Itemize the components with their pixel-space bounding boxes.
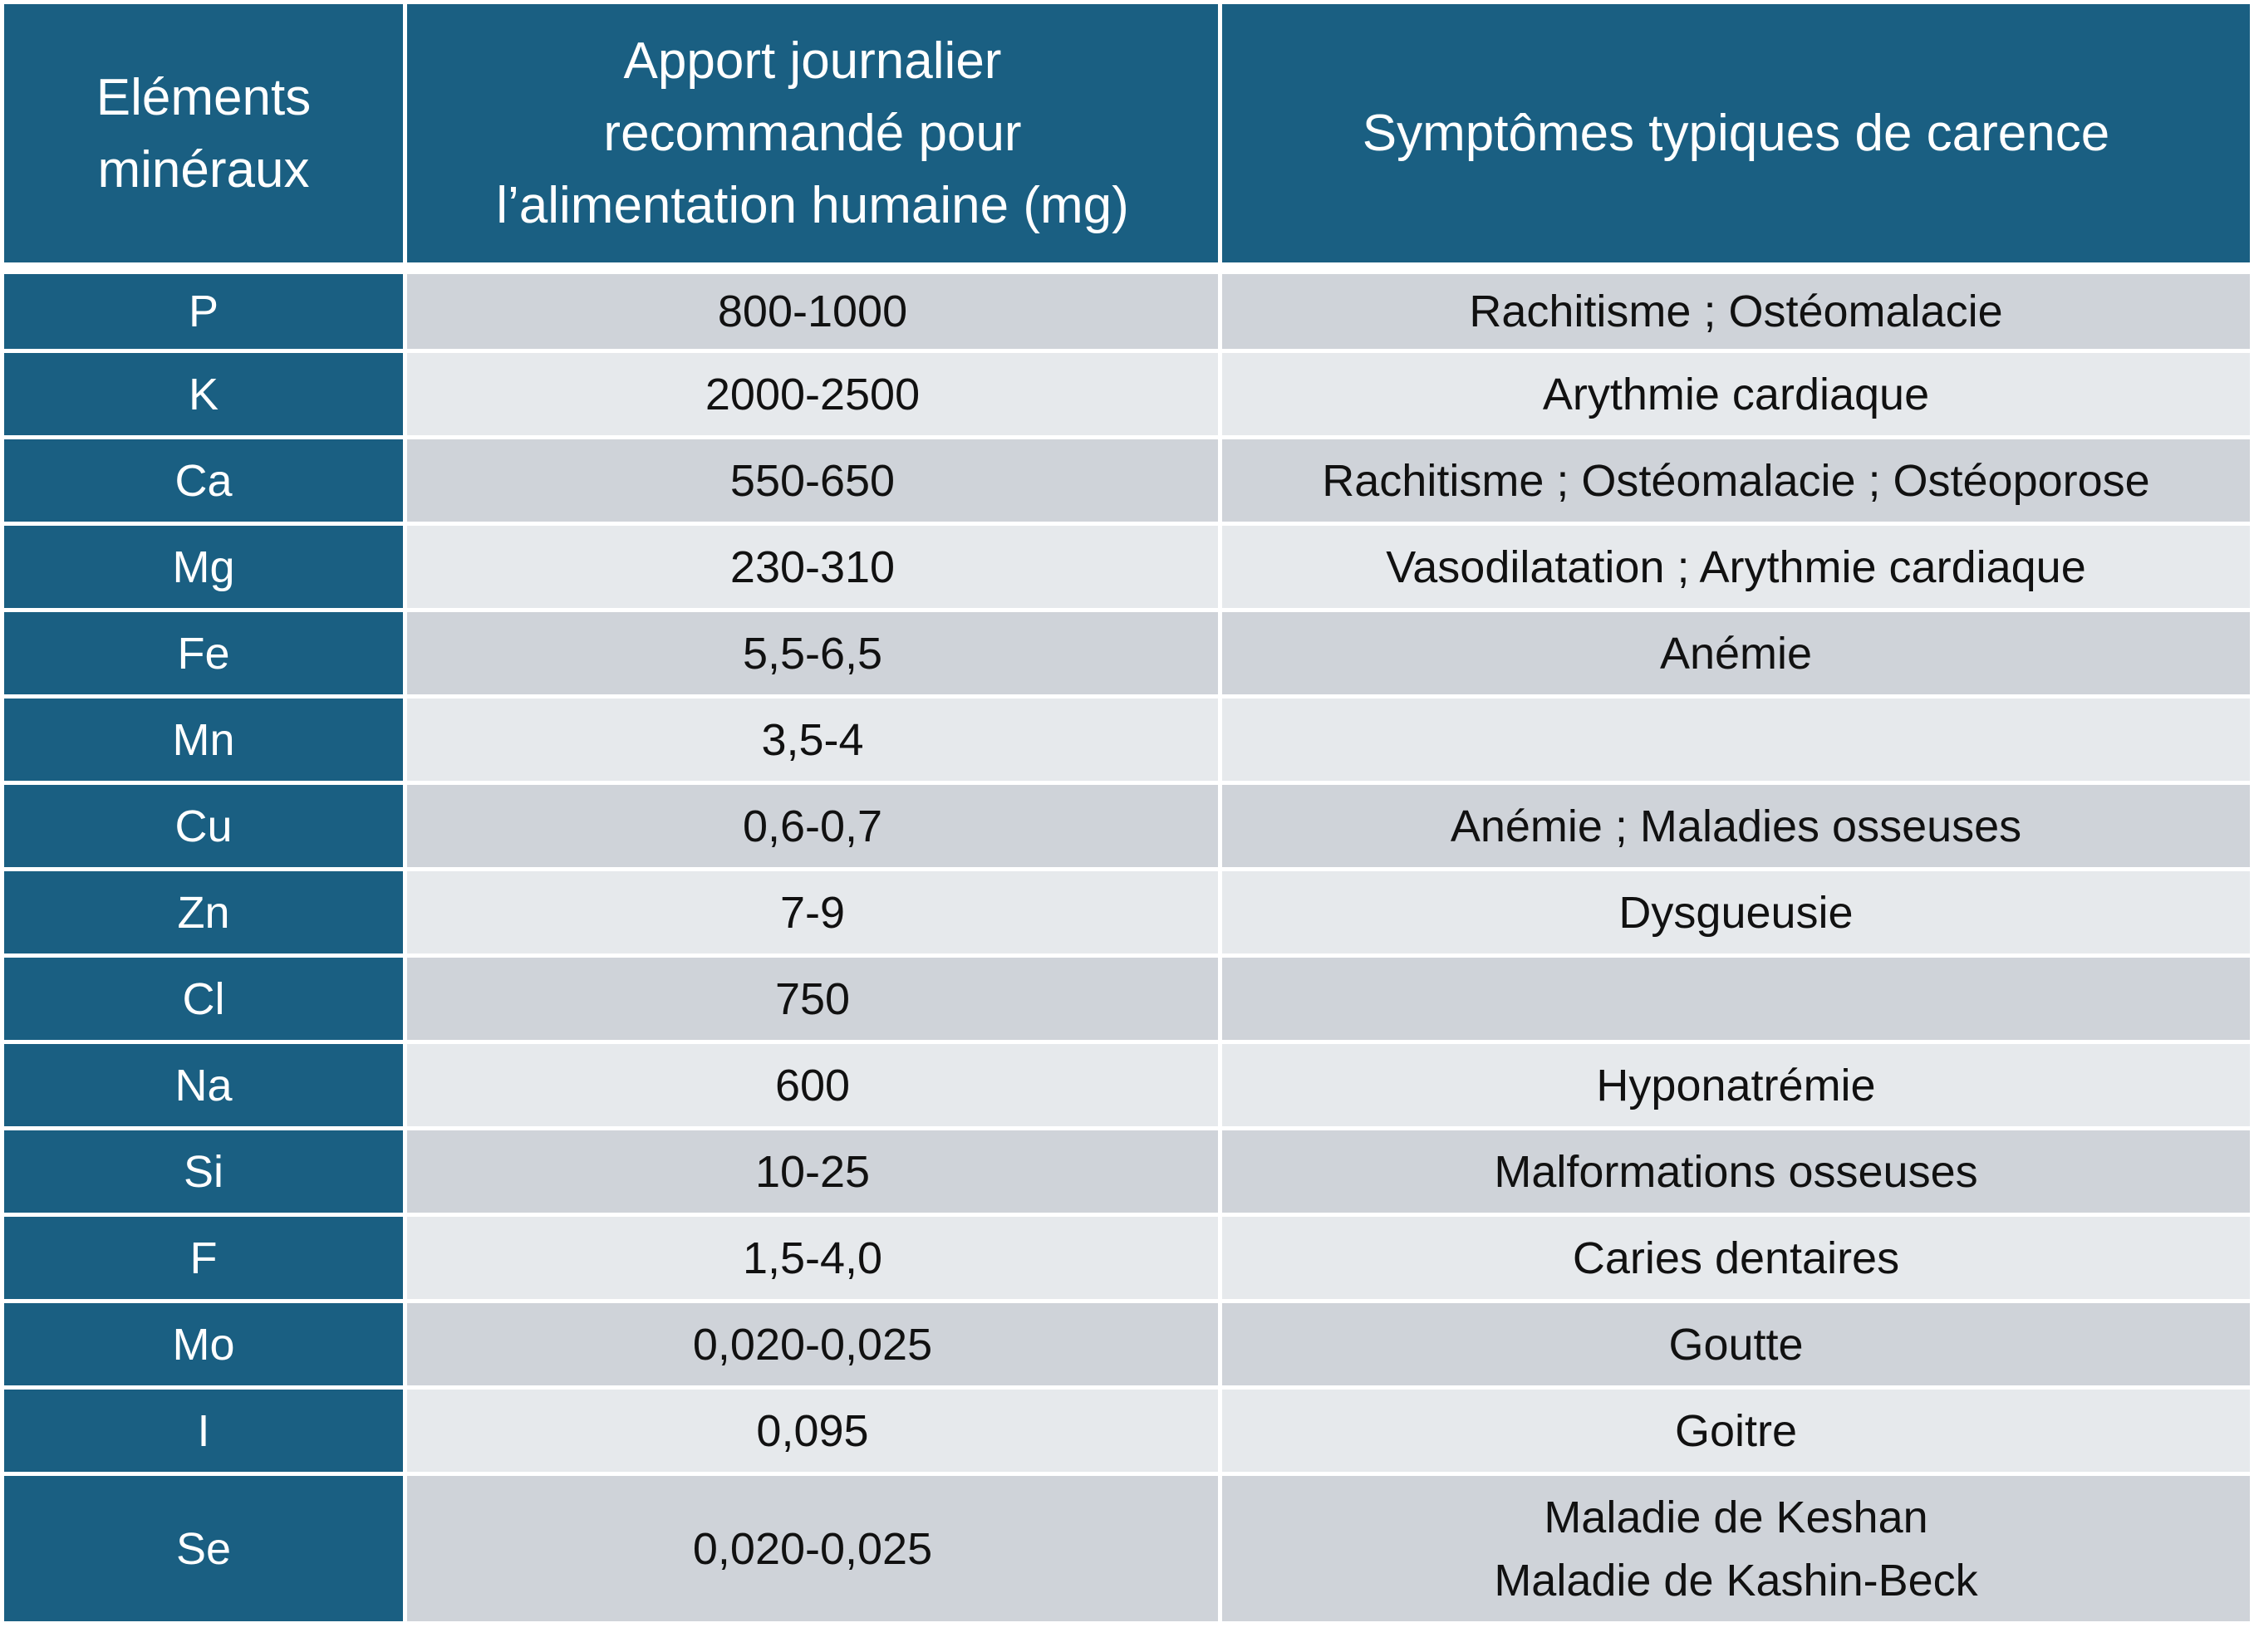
symptoms-cell [1222, 267, 2250, 349]
symptoms-cell [1222, 1217, 2250, 1299]
symptom-line: Malformations osseuses [1494, 1146, 1978, 1197]
header-elements [4, 4, 403, 262]
element-cell: Zn [4, 871, 403, 953]
daily-intake-cell: 600 [407, 1044, 1218, 1126]
header-line: minéraux [97, 140, 310, 199]
symptom-line: Goutte [1668, 1319, 1804, 1370]
header-daily-intake [407, 4, 1218, 262]
element-cell: Si [4, 1130, 403, 1213]
daily-intake-cell: 0,020-0,025 [407, 1303, 1218, 1385]
symptoms-cell [1222, 353, 2250, 435]
table-row [4, 612, 2250, 694]
header-row [4, 4, 2250, 262]
header-line: Symptômes typiques de carence [1362, 105, 2110, 162]
daily-intake-cell: 3,5-4 [407, 699, 1218, 781]
daily-intake-cell: 10-25 [407, 1130, 1218, 1213]
daily-intake-cell: 1,5-4,0 [407, 1217, 1218, 1299]
header-line: l’alimentation humaine (mg) [496, 177, 1129, 234]
table-row [4, 353, 2250, 435]
table-row [4, 526, 2250, 608]
symptom-line: Hyponatrémie [1596, 1060, 1876, 1110]
symptoms-cell [1222, 439, 2250, 522]
element-cell: Cl [4, 958, 403, 1040]
daily-intake-cell: 2000-2500 [407, 353, 1218, 435]
header-line: Apport journalier [623, 32, 1002, 90]
element-cell: Mo [4, 1303, 403, 1385]
symptom-line: Rachitisme ; Ostéomalacie ; Ostéoporose [1322, 455, 2150, 506]
table-row [4, 958, 2250, 1040]
symptom-line: Maladie de Keshan [1544, 1492, 1928, 1542]
table-row [4, 699, 2250, 781]
table-row [4, 1217, 2250, 1299]
table-row [4, 1303, 2250, 1385]
daily-intake-cell: 800-1000 [407, 267, 1218, 349]
symptom-line: Vasodilatation ; Arythmie cardiaque [1386, 542, 2086, 592]
symptoms-cell [1222, 785, 2250, 867]
table-row [4, 1130, 2250, 1213]
table-row [4, 871, 2250, 953]
symptoms-cell [1222, 612, 2250, 694]
header-symptoms [1222, 4, 2250, 262]
symptom-line: Anémie [1659, 628, 1813, 679]
symptoms-cell [1222, 1303, 2250, 1385]
daily-intake-cell: 0,020-0,025 [407, 1476, 1218, 1621]
element-cell: F [4, 1217, 403, 1299]
symptom-line: Goitre [1674, 1405, 1798, 1456]
daily-intake-cell: 0,095 [407, 1390, 1218, 1472]
element-cell: Ca [4, 439, 403, 522]
symptoms-cell [1222, 1044, 2250, 1126]
symptoms-cell [1222, 526, 2250, 608]
daily-intake-cell: 230-310 [407, 526, 1218, 608]
header-line: Eléments [96, 68, 312, 126]
element-cell: Fe [4, 612, 403, 694]
table-header [4, 4, 2250, 262]
table-row [4, 1476, 2250, 1621]
header-line: recommandé pour [603, 105, 1022, 162]
table-body [4, 267, 2250, 1621]
daily-intake-cell: 5,5-6,5 [407, 612, 1218, 694]
symptoms-cell [1222, 958, 2250, 1040]
symptom-line: Rachitisme ; Ostéomalacie [1469, 287, 2003, 336]
symptom-line: Caries dentaires [1572, 1233, 1900, 1283]
symptoms-cell [1222, 1390, 2250, 1472]
symptoms-cell [1222, 699, 2250, 781]
table-row [4, 1390, 2250, 1472]
element-cell: K [4, 353, 403, 435]
daily-intake-cell: 7-9 [407, 871, 1218, 953]
daily-intake-cell: 750 [407, 958, 1218, 1040]
symptom-line: Anémie ; Maladies osseuses [1450, 801, 2022, 851]
symptoms-cell [1222, 1476, 2250, 1621]
table-row [4, 1044, 2250, 1126]
daily-intake-cell: 550-650 [407, 439, 1218, 522]
symptoms-cell [1222, 1130, 2250, 1213]
table-row [4, 267, 2250, 349]
element-cell: Se [4, 1476, 403, 1621]
element-cell: P [4, 267, 403, 349]
element-cell: Mn [4, 699, 403, 781]
element-cell: Cu [4, 785, 403, 867]
element-cell: Mg [4, 526, 403, 608]
daily-intake-cell: 0,6-0,7 [407, 785, 1218, 867]
element-cell: I [4, 1390, 403, 1472]
symptom-line: Dysgueusie [1618, 887, 1854, 938]
symptom-line: Arythmie cardiaque [1542, 369, 1930, 419]
element-cell: Na [4, 1044, 403, 1126]
symptoms-cell [1222, 871, 2250, 953]
table-row [4, 439, 2250, 522]
symptom-line: Maladie de Kashin-Beck [1494, 1555, 1978, 1605]
table-row [4, 785, 2250, 867]
